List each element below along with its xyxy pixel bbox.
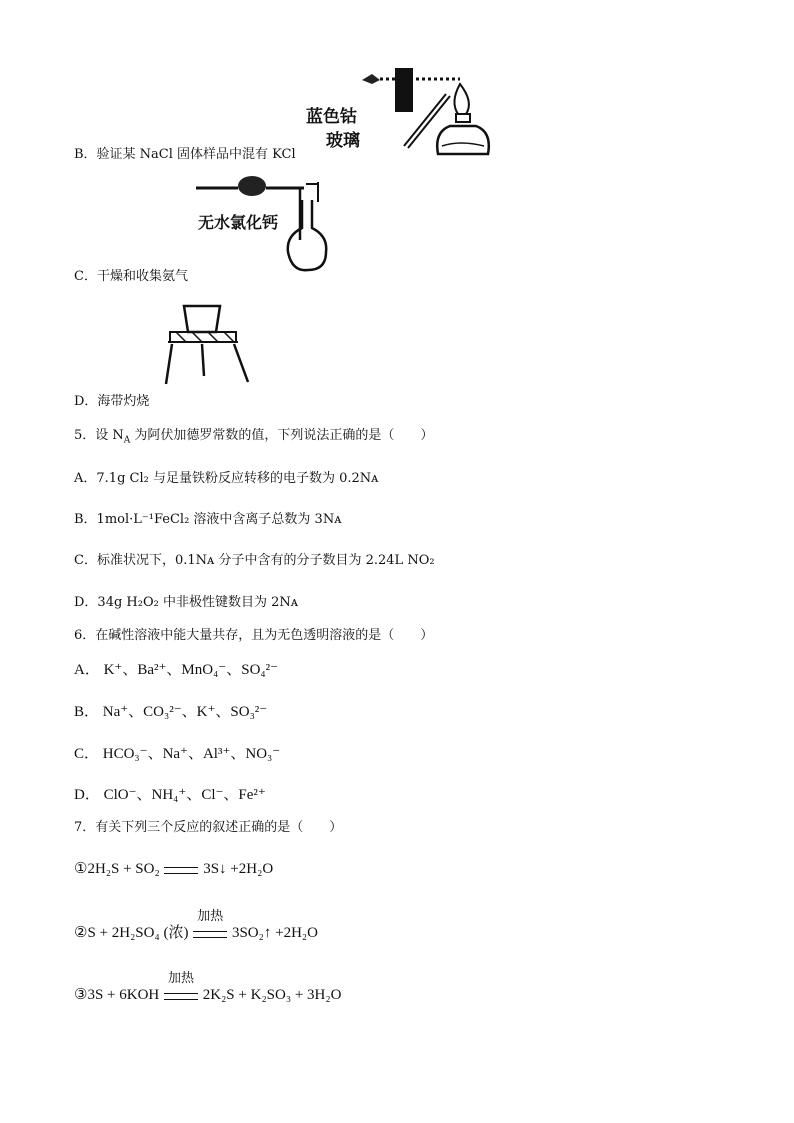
reaction-3-equals	[163, 969, 199, 1005]
reaction-1-left: ①2H₂S + SO₂	[74, 861, 160, 877]
q5-option-a: A．7.1g Cl₂ 与足量铁粉反应转移的电子数为 0.2Nᴀ	[74, 471, 379, 486]
q6-option-b: B． Na⁺、CO₃²⁻、K⁺、SO₃²⁻	[74, 704, 268, 720]
q5-stem-rest: 为阿伏加德罗常数的值，下列说法正确的是（ ）	[130, 428, 434, 443]
reaction-1-right: 3S↓ +2H₂O	[203, 861, 274, 877]
q4-option-c: C．干燥和收集氨气	[74, 269, 188, 284]
q4-option-d: D．海带灼烧	[74, 394, 150, 409]
reaction-3-left: ③3S + 6KOH	[74, 987, 160, 1003]
q6-option-a: A． K⁺、Ba²⁺、MnO₄⁻、SO₄²⁻	[74, 662, 279, 678]
reaction-2-equals	[192, 907, 228, 943]
flame-test-label-1: 蓝色钴	[306, 107, 357, 127]
reaction-2-right: 3SO₂↑ +2H₂O	[231, 925, 318, 941]
q5-stem-sub: A	[123, 435, 131, 446]
reaction-3-condition: 加热	[167, 969, 194, 985]
q6-stem: 6．在碱性溶液中能大量共存，且为无色透明溶液的是（ ）	[74, 628, 434, 643]
reaction-3	[74, 969, 342, 1005]
reaction-2-left: ②S + 2H₂SO₄ (浓)	[74, 925, 189, 941]
q5-stem-text: 5．设 N	[74, 428, 124, 443]
q5-option-d: D．34g H₂O₂ 中非极性键数目为 2Nᴀ	[74, 595, 299, 610]
flame-test-label-2: 玻璃	[326, 131, 360, 151]
q5-option-c: C．标准状况下，0.1Nᴀ 分子中含有的分子数目为 2.24L NO₂	[74, 553, 435, 568]
reaction-3-right: 2K₂S + K₂SO₃ + 3H₂O	[202, 987, 342, 1003]
crucible-tripod-figure	[162, 296, 262, 392]
reaction-1-equals	[163, 861, 199, 879]
flame-test-figure	[300, 62, 496, 158]
q4-option-b: B．验证某 NaCl 固体样品中混有 KCl	[74, 147, 296, 162]
q5-option-b: B．1mol·L⁻¹FeCl₂ 溶液中含离子总数为 3Nᴀ	[74, 512, 342, 527]
crucible-tripod-drawing	[162, 296, 262, 392]
reaction-2	[74, 907, 318, 943]
q6-option-c: C． HCO₃⁻、Na⁺、Al³⁺、NO₃⁻	[74, 746, 281, 762]
q5-stem	[74, 427, 433, 445]
drying-collection-figure	[194, 170, 334, 274]
q6-option-d: D． ClO⁻、NH₄⁺、Cl⁻、Fe²⁺	[74, 787, 266, 803]
reaction-2-condition: 加热	[197, 907, 224, 923]
reaction-1	[74, 860, 273, 879]
drying-tube-label: 无水氯化钙	[198, 213, 279, 232]
q7-stem: 7．有关下列三个反应的叙述正确的是（ ）	[74, 820, 343, 835]
